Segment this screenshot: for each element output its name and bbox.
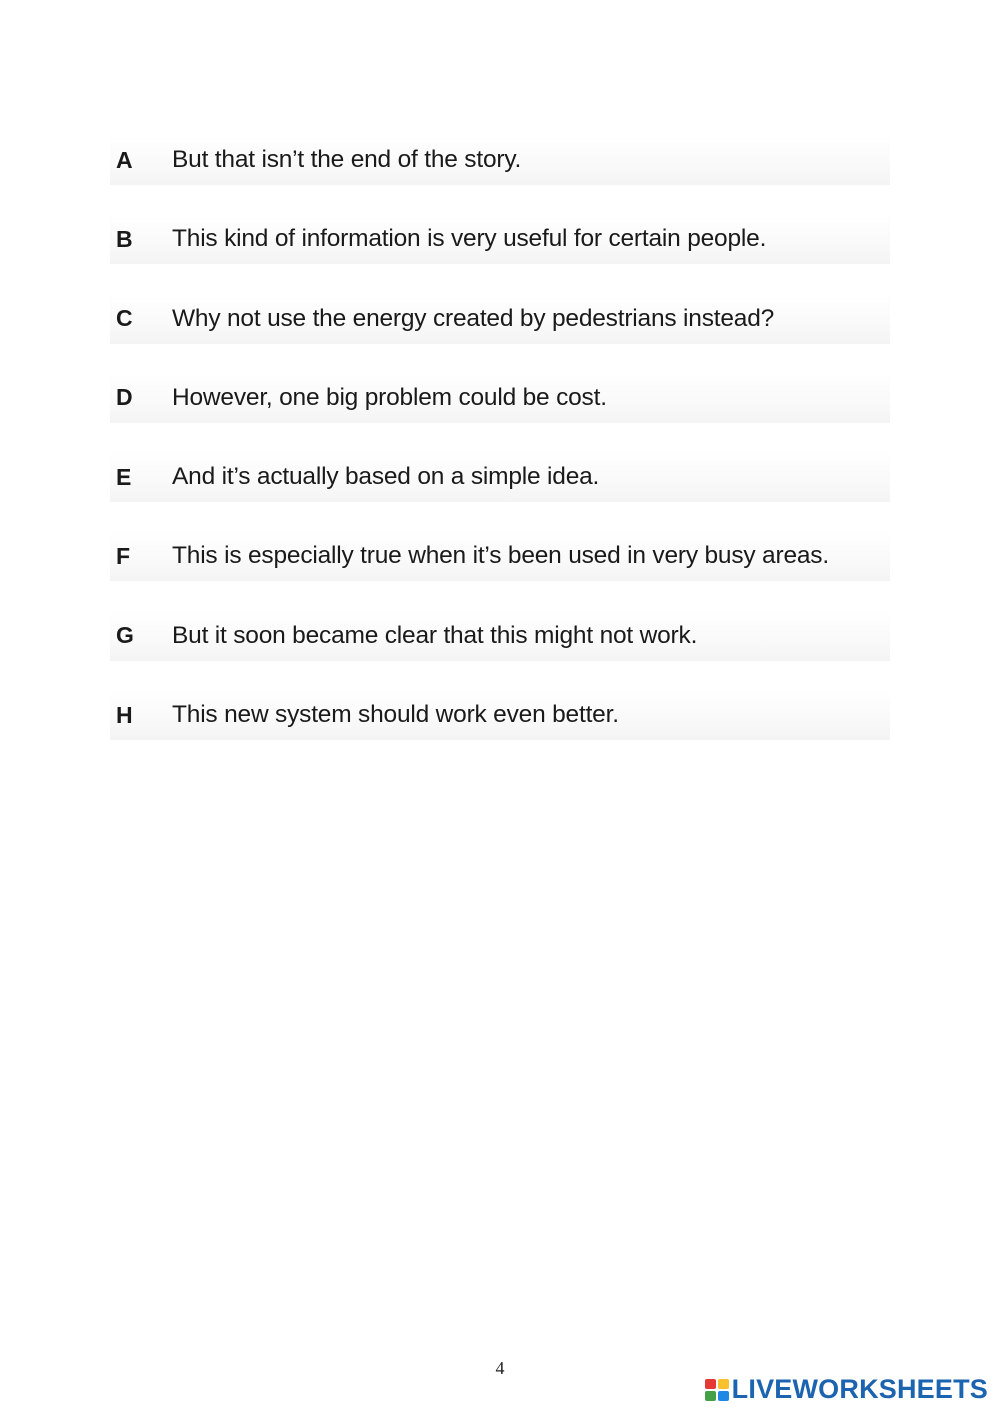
option-letter: F	[116, 542, 131, 569]
sentence-option-h	[110, 690, 890, 740]
brand-name: LIVEWORKSHEETS	[731, 1374, 988, 1404]
option-letter: D	[116, 384, 133, 411]
option-text: This is especially true when it’s been used in very busy areas.	[172, 542, 829, 570]
option-letter: B	[116, 225, 133, 252]
sentence-option-g	[110, 611, 890, 661]
option-letter: C	[116, 305, 133, 332]
option-letter: G	[116, 622, 134, 649]
sentence-option-d	[110, 373, 890, 423]
liveworksheets-logo-icon	[704, 1377, 730, 1403]
option-text: This kind of information is very useful for certain people.	[172, 225, 767, 253]
option-text: This new system should work even better.	[172, 701, 619, 729]
option-letter: E	[116, 463, 132, 490]
option-letter: H	[116, 701, 133, 728]
option-text: However, one big problem could be cost.	[172, 383, 607, 411]
page-number: 4	[495, 1358, 505, 1378]
option-text: But that isn’t the end of the story.	[172, 146, 522, 173]
option-text: But it soon became clear that this might not work.	[172, 621, 698, 649]
liveworksheets-brand	[704, 1374, 988, 1405]
sentence-option-a	[110, 135, 890, 185]
sentence-option-f	[110, 531, 890, 581]
option-letter: A	[116, 146, 133, 173]
sentence-option-e	[110, 452, 890, 502]
sentence-options-list	[110, 135, 890, 769]
sentence-option-c	[110, 294, 890, 344]
sentence-option-b	[110, 214, 890, 264]
option-text: And it’s actually based on a simple idea.	[172, 463, 600, 491]
option-text: Why not use the energy created by pedestrians instead?	[172, 304, 775, 332]
